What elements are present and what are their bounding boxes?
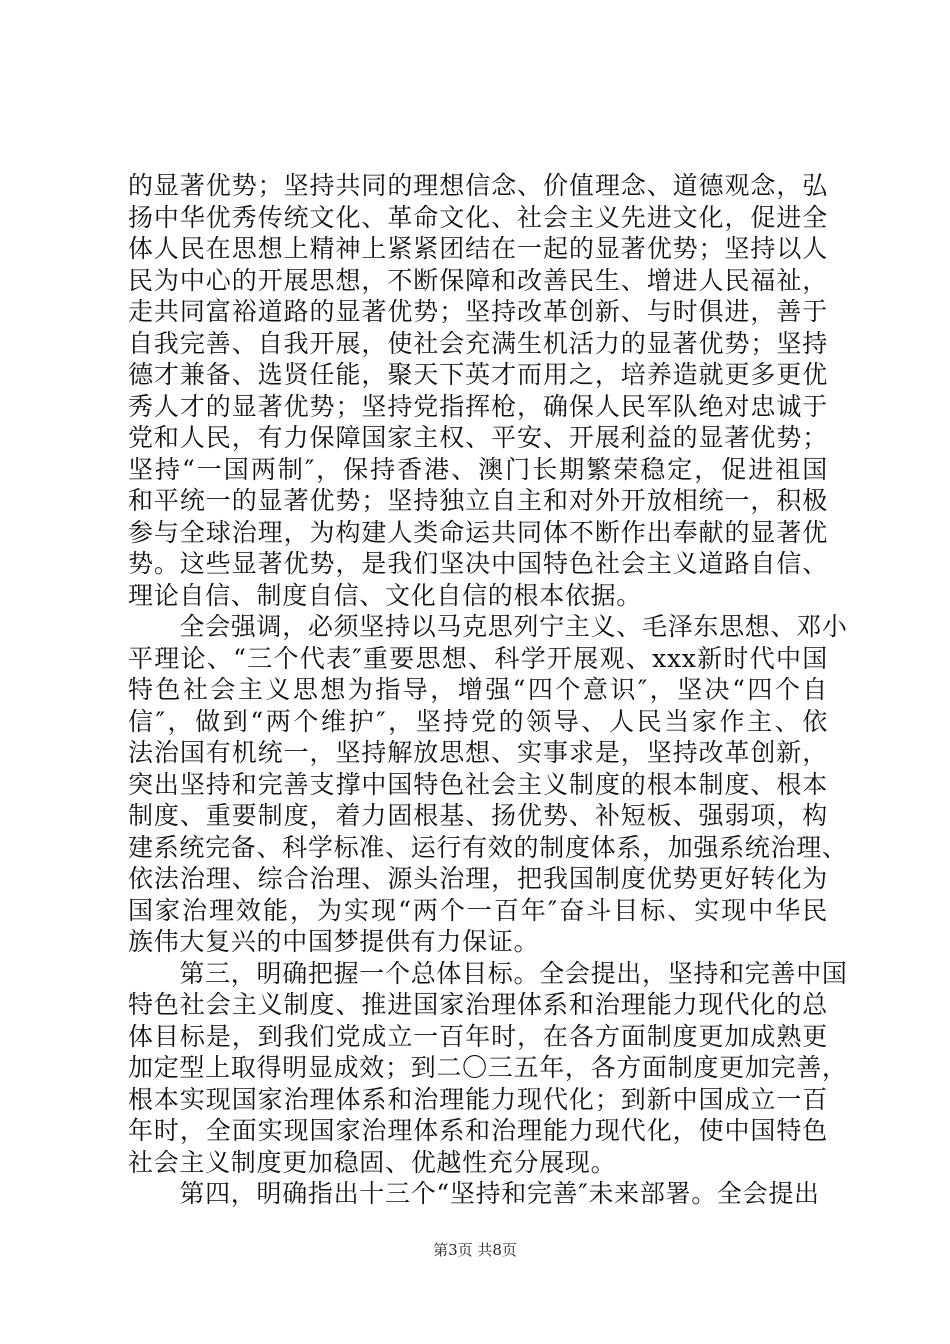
text-line: 的显著优势；坚持共同的理想信念、价值理念、道德观念，弘 bbox=[128, 171, 828, 200]
text-line: 制度、重要制度，着力固根基、扬优势、补短板、强弱项，构 bbox=[128, 801, 828, 830]
text-line: 自我完善、自我开展，使社会充满生机活力的显著优势；坚持 bbox=[128, 328, 828, 358]
text-line: 秀人才的显著优势；坚持党指挥枪，确保人民军队绝对忠诚于 bbox=[128, 391, 828, 421]
text-line: 民为中心的开展思想，不断保障和改善民生、增进人民福祉， bbox=[128, 265, 828, 295]
text-line: 法治国有机统一，坚持解放思想、实事求是，坚持改革创新， bbox=[128, 738, 828, 767]
text-line: 体人民在思想上精神上紧紧团结在一起的显著优势；坚持以人 bbox=[128, 234, 828, 263]
text-line: 坚持“一国两制″，保持香港、澳门长期繁荣稳定，促进祖国 bbox=[128, 454, 828, 484]
text-line: 扬中华优秀传统文化、革命文化、社会主义先进文化，促进全 bbox=[128, 202, 828, 232]
text-line: 第四，明确指出十三个“坚持和完善″未来部署。全会提出 bbox=[128, 1179, 820, 1208]
text-line: 势。这些显著优势，是我们坚决中国特色社会主义道路自信、 bbox=[128, 549, 828, 578]
text-line: 全会强调，必须坚持以马克思列宁主义、毛泽东思想、邓小 bbox=[128, 612, 848, 641]
text-line: 族伟大复兴的中国梦提供有力保证。 bbox=[128, 927, 540, 956]
text-line: 平理论、“三个代表″重要思想、科学开展观、xxx新时代中国 bbox=[128, 643, 828, 673]
text-line: 国家治理效能，为实现“两个一百年″奋斗目标、实现中华民 bbox=[128, 895, 828, 925]
text-line: 建系统完备、科学标准、运行有效的制度体系，加强系统治理、 bbox=[128, 832, 848, 862]
text-line: 加定型上取得明显成效；到二〇三五年，各方面制度更加完善， bbox=[128, 1053, 848, 1082]
text-line: 特色社会主义制度、推进国家治理体系和治理能力现代化的总 bbox=[128, 990, 828, 1019]
text-line: 体目标是，到我们党成立一百年时，在各方面制度更加成熟更 bbox=[128, 1021, 828, 1051]
body-text bbox=[128, 170, 848, 1210]
text-line: 理论自信、制度自信、文化自信的根本依据。 bbox=[128, 580, 643, 610]
text-line: 参与全球治理，为构建人类命运共同体不断作出奉献的显著优 bbox=[128, 517, 828, 547]
text-line: 突出坚持和完善支撑中国特色社会主义制度的根本制度、根本 bbox=[128, 769, 828, 799]
text-line: 走共同富裕道路的显著优势；坚持改革创新、与时俱进，善于 bbox=[128, 297, 828, 326]
text-line: 和平统一的显著优势；坚持独立自主和对外开放相统一，积极 bbox=[128, 486, 828, 515]
page-footer: 第3页 共8页 bbox=[433, 1241, 517, 1259]
text-line: 社会主义制度更加稳固、优越性充分展现。 bbox=[128, 1147, 617, 1177]
text-line: 年时，全面实现国家治理体系和治理能力现代化，使中国特色 bbox=[128, 1116, 828, 1145]
text-line: 依法治理、综合治理、源头治理，把我国制度优势更好转化为 bbox=[128, 864, 828, 893]
text-line: 第三，明确把握一个总体目标。全会提出，坚持和完善中国 bbox=[128, 958, 848, 988]
text-line: 党和人民，有力保障国家主权、平安、开展利益的显著优势； bbox=[128, 423, 828, 452]
text-line: 根本实现国家治理体系和治理能力现代化；到新中国成立一百 bbox=[128, 1084, 828, 1114]
text-line: 德才兼备、选贤任能，聚天下英才而用之，培养造就更多更优 bbox=[128, 360, 828, 389]
text-line: 信″，做到“两个维护″，坚持党的领导、人民当家作主、依 bbox=[128, 706, 828, 736]
text-line: 特色社会主义思想为指导，增强“四个意识″，坚决“四个自 bbox=[128, 675, 828, 704]
